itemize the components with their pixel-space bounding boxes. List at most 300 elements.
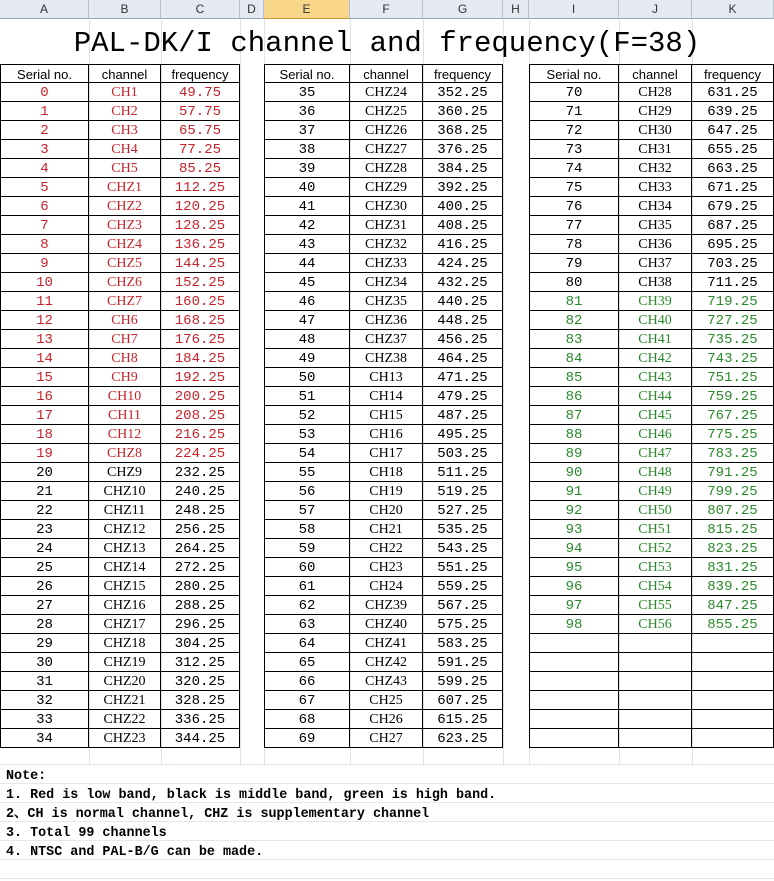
table-cell-channel[interactable]: CHZ41 [350, 634, 423, 653]
table-cell-serial[interactable]: 64 [264, 634, 350, 653]
table-cell-channel[interactable]: CH37 [619, 254, 692, 273]
table-cell-channel[interactable]: CH6 [89, 311, 161, 330]
column-header-k[interactable]: K [692, 0, 774, 19]
table-cell-channel[interactable]: CH35 [619, 216, 692, 235]
table-cell-channel[interactable]: CH33 [619, 178, 692, 197]
table-cell-serial[interactable]: 94 [529, 539, 619, 558]
table-cell-serial[interactable]: 3 [0, 140, 89, 159]
table-cell-channel[interactable]: CH26 [350, 710, 423, 729]
table-cell-serial[interactable]: 87 [529, 406, 619, 425]
table-cell-serial[interactable]: 53 [264, 425, 350, 444]
table-cell-frequency[interactable]: 711.25 [692, 273, 774, 292]
column-header-i[interactable]: I [529, 0, 619, 19]
table-cell-channel[interactable]: CH25 [350, 691, 423, 710]
table-cell-frequency[interactable]: 487.25 [423, 406, 503, 425]
table-cell-serial[interactable]: 75 [529, 178, 619, 197]
table-cell-serial[interactable]: 44 [264, 254, 350, 273]
table-cell-frequency[interactable]: 727.25 [692, 311, 774, 330]
table-cell-serial[interactable]: 66 [264, 672, 350, 691]
table-cell-frequency[interactable]: 743.25 [692, 349, 774, 368]
table-cell-channel[interactable]: CHZ15 [89, 577, 161, 596]
table-cell-frequency[interactable]: 591.25 [423, 653, 503, 672]
table-cell-channel[interactable]: CH52 [619, 539, 692, 558]
table-cell-frequency[interactable]: 767.25 [692, 406, 774, 425]
table-cell-channel[interactable]: CH8 [89, 349, 161, 368]
table-cell-channel[interactable]: CHZ18 [89, 634, 161, 653]
table-cell-serial[interactable]: 34 [0, 729, 89, 748]
table-cell-frequency[interactable]: 599.25 [423, 672, 503, 691]
table-cell-frequency[interactable]: 304.25 [161, 634, 240, 653]
table-cell-frequency[interactable]: 392.25 [423, 178, 503, 197]
table-cell-channel[interactable]: CH16 [350, 425, 423, 444]
table-cell-channel[interactable] [619, 691, 692, 710]
table-cell-serial[interactable]: 17 [0, 406, 89, 425]
table-cell-channel[interactable]: CHZ3 [89, 216, 161, 235]
table-cell-channel[interactable]: CHZ6 [89, 273, 161, 292]
table-cell-frequency[interactable]: 456.25 [423, 330, 503, 349]
table-cell-serial[interactable]: 37 [264, 121, 350, 140]
table-cell-serial[interactable]: 60 [264, 558, 350, 577]
table-cell-frequency[interactable]: 440.25 [423, 292, 503, 311]
column-header-c[interactable]: C [161, 0, 240, 19]
table-cell-channel[interactable]: CH14 [350, 387, 423, 406]
table-cell-channel[interactable]: CHZ25 [350, 102, 423, 121]
table-cell-frequency[interactable]: 448.25 [423, 311, 503, 330]
table-cell-frequency[interactable]: 85.25 [161, 159, 240, 178]
table-cell-channel[interactable]: CHZ12 [89, 520, 161, 539]
table-cell-frequency[interactable]: 687.25 [692, 216, 774, 235]
table-cell-channel[interactable]: CHZ26 [350, 121, 423, 140]
table-cell-channel[interactable]: CHZ39 [350, 596, 423, 615]
table-cell-serial[interactable]: 10 [0, 273, 89, 292]
table-cell-channel[interactable]: CHZ36 [350, 311, 423, 330]
table-cell-channel[interactable]: CHZ5 [89, 254, 161, 273]
column-header-h[interactable]: H [503, 0, 529, 19]
table-cell-serial[interactable]: 47 [264, 311, 350, 330]
table-cell-serial[interactable]: 81 [529, 292, 619, 311]
table-cell-channel[interactable]: CH30 [619, 121, 692, 140]
table-cell-frequency[interactable]: 623.25 [423, 729, 503, 748]
table-cell-channel[interactable]: CH23 [350, 558, 423, 577]
table-cell-frequency[interactable]: 631.25 [692, 83, 774, 102]
table-cell-serial[interactable]: 51 [264, 387, 350, 406]
table-cell-frequency[interactable]: 152.25 [161, 273, 240, 292]
table-cell-channel[interactable]: CHZ23 [89, 729, 161, 748]
table-cell-channel[interactable]: CHZ37 [350, 330, 423, 349]
column-header-j[interactable]: J [619, 0, 692, 19]
table-cell-channel[interactable]: CHZ19 [89, 653, 161, 672]
table-cell-frequency[interactable]: 663.25 [692, 159, 774, 178]
table-cell-channel[interactable]: CH27 [350, 729, 423, 748]
table-cell-channel[interactable] [619, 653, 692, 672]
table-cell-channel[interactable]: CHZ7 [89, 292, 161, 311]
table-cell-channel[interactable]: CH55 [619, 596, 692, 615]
table-cell-channel[interactable]: CH46 [619, 425, 692, 444]
table-cell-frequency[interactable]: 408.25 [423, 216, 503, 235]
table-cell-serial[interactable]: 31 [0, 672, 89, 691]
table-cell-channel[interactable] [619, 672, 692, 691]
table-cell-serial[interactable]: 40 [264, 178, 350, 197]
table-cell-channel[interactable]: CH32 [619, 159, 692, 178]
table-cell-channel[interactable]: CH34 [619, 197, 692, 216]
table-cell-serial[interactable]: 88 [529, 425, 619, 444]
table-cell-frequency[interactable]: 559.25 [423, 577, 503, 596]
table-cell-frequency[interactable]: 240.25 [161, 482, 240, 501]
table-cell-frequency[interactable]: 791.25 [692, 463, 774, 482]
table-cell-channel[interactable]: CHZ43 [350, 672, 423, 691]
table-cell-frequency[interactable]: 607.25 [423, 691, 503, 710]
table-cell-channel[interactable]: CH40 [619, 311, 692, 330]
table-cell-serial[interactable]: 65 [264, 653, 350, 672]
table-cell-channel[interactable]: CH10 [89, 387, 161, 406]
table-cell-channel[interactable]: CHZ8 [89, 444, 161, 463]
table-cell-channel[interactable]: CH22 [350, 539, 423, 558]
table-cell-serial[interactable]: 1 [0, 102, 89, 121]
table-cell-serial[interactable]: 72 [529, 121, 619, 140]
table-cell-frequency[interactable] [692, 672, 774, 691]
table-cell-serial[interactable]: 52 [264, 406, 350, 425]
table-cell-frequency[interactable]: 248.25 [161, 501, 240, 520]
table-cell-frequency[interactable]: 679.25 [692, 197, 774, 216]
table-cell-frequency[interactable]: 751.25 [692, 368, 774, 387]
table-cell-frequency[interactable]: 128.25 [161, 216, 240, 235]
table-cell-serial[interactable]: 0 [0, 83, 89, 102]
table-cell-serial[interactable]: 86 [529, 387, 619, 406]
table-cell-serial[interactable]: 58 [264, 520, 350, 539]
table-cell-channel[interactable]: CHZ14 [89, 558, 161, 577]
table-cell-frequency[interactable]: 336.25 [161, 710, 240, 729]
table-cell-channel[interactable]: CH7 [89, 330, 161, 349]
table-cell-serial[interactable]: 7 [0, 216, 89, 235]
table-cell-channel[interactable]: CH2 [89, 102, 161, 121]
table-cell-serial[interactable]: 15 [0, 368, 89, 387]
table-cell-serial[interactable]: 61 [264, 577, 350, 596]
table-cell-frequency[interactable]: 112.25 [161, 178, 240, 197]
table-cell-serial[interactable] [529, 710, 619, 729]
table-cell-frequency[interactable]: 527.25 [423, 501, 503, 520]
table-cell-serial[interactable]: 32 [0, 691, 89, 710]
table-cell-serial[interactable]: 16 [0, 387, 89, 406]
table-cell-frequency[interactable]: 312.25 [161, 653, 240, 672]
table-cell-frequency[interactable]: 232.25 [161, 463, 240, 482]
table-cell-channel[interactable]: CHZ24 [350, 83, 423, 102]
table-cell-serial[interactable]: 78 [529, 235, 619, 254]
table-cell-frequency[interactable]: 208.25 [161, 406, 240, 425]
table-cell-channel[interactable]: CHZ29 [350, 178, 423, 197]
table-cell-serial[interactable]: 4 [0, 159, 89, 178]
table-cell-channel[interactable]: CH53 [619, 558, 692, 577]
table-cell-frequency[interactable]: 432.25 [423, 273, 503, 292]
column-header-g[interactable]: G [423, 0, 503, 19]
table-cell-serial[interactable] [529, 672, 619, 691]
table-cell-serial[interactable]: 25 [0, 558, 89, 577]
table-cell-channel[interactable]: CHZ38 [350, 349, 423, 368]
table-cell-channel[interactable]: CH31 [619, 140, 692, 159]
table-cell-frequency[interactable]: 759.25 [692, 387, 774, 406]
table-cell-channel[interactable]: CH47 [619, 444, 692, 463]
table-cell-channel[interactable]: CHZ17 [89, 615, 161, 634]
table-cell-frequency[interactable]: 464.25 [423, 349, 503, 368]
table-cell-serial[interactable]: 62 [264, 596, 350, 615]
table-cell-channel[interactable]: CH9 [89, 368, 161, 387]
table-cell-channel[interactable]: CH48 [619, 463, 692, 482]
table-cell-frequency[interactable]: 384.25 [423, 159, 503, 178]
table-cell-frequency[interactable]: 296.25 [161, 615, 240, 634]
table-cell-channel[interactable]: CHZ33 [350, 254, 423, 273]
table-cell-channel[interactable]: CH17 [350, 444, 423, 463]
table-cell-serial[interactable]: 21 [0, 482, 89, 501]
table-cell-serial[interactable]: 59 [264, 539, 350, 558]
table-cell-frequency[interactable]: 216.25 [161, 425, 240, 444]
table-cell-serial[interactable]: 22 [0, 501, 89, 520]
table-cell-channel[interactable]: CHZ30 [350, 197, 423, 216]
table-cell-frequency[interactable]: 671.25 [692, 178, 774, 197]
table-cell-channel[interactable]: CH36 [619, 235, 692, 254]
table-cell-channel[interactable]: CH11 [89, 406, 161, 425]
table-cell-serial[interactable]: 6 [0, 197, 89, 216]
table-cell-serial[interactable]: 14 [0, 349, 89, 368]
table-cell-frequency[interactable]: 360.25 [423, 102, 503, 121]
table-cell-serial[interactable]: 80 [529, 273, 619, 292]
table-cell-frequency[interactable]: 535.25 [423, 520, 503, 539]
table-cell-serial[interactable]: 96 [529, 577, 619, 596]
column-header-d[interactable]: D [240, 0, 264, 19]
table-cell-channel[interactable]: CHZ13 [89, 539, 161, 558]
table-cell-frequency[interactable]: 272.25 [161, 558, 240, 577]
table-cell-serial[interactable]: 90 [529, 463, 619, 482]
table-cell-channel[interactable]: CH19 [350, 482, 423, 501]
table-cell-serial[interactable]: 50 [264, 368, 350, 387]
table-cell-channel[interactable]: CHZ4 [89, 235, 161, 254]
table-cell-channel[interactable]: CH56 [619, 615, 692, 634]
table-cell-serial[interactable]: 98 [529, 615, 619, 634]
table-cell-channel[interactable]: CH15 [350, 406, 423, 425]
table-cell-serial[interactable]: 30 [0, 653, 89, 672]
table-cell-channel[interactable] [619, 634, 692, 653]
table-cell-serial[interactable]: 45 [264, 273, 350, 292]
table-cell-frequency[interactable]: 200.25 [161, 387, 240, 406]
table-cell-frequency[interactable]: 567.25 [423, 596, 503, 615]
table-cell-frequency[interactable]: 376.25 [423, 140, 503, 159]
table-cell-channel[interactable] [619, 729, 692, 748]
column-header-b[interactable]: B [89, 0, 161, 19]
table-cell-serial[interactable]: 39 [264, 159, 350, 178]
table-cell-channel[interactable] [619, 710, 692, 729]
table-cell-frequency[interactable]: 57.75 [161, 102, 240, 121]
table-cell-serial[interactable]: 49 [264, 349, 350, 368]
table-cell-serial[interactable]: 35 [264, 83, 350, 102]
table-cell-frequency[interactable]: 471.25 [423, 368, 503, 387]
table-cell-frequency[interactable]: 280.25 [161, 577, 240, 596]
table-cell-frequency[interactable]: 160.25 [161, 292, 240, 311]
table-cell-serial[interactable]: 57 [264, 501, 350, 520]
table-cell-frequency[interactable]: 655.25 [692, 140, 774, 159]
table-cell-serial[interactable]: 12 [0, 311, 89, 330]
table-cell-frequency[interactable] [692, 710, 774, 729]
table-cell-frequency[interactable]: 77.25 [161, 140, 240, 159]
table-cell-serial[interactable]: 76 [529, 197, 619, 216]
table-cell-channel[interactable]: CH24 [350, 577, 423, 596]
table-cell-serial[interactable]: 83 [529, 330, 619, 349]
table-cell-channel[interactable]: CHZ9 [89, 463, 161, 482]
table-cell-serial[interactable]: 69 [264, 729, 350, 748]
table-cell-frequency[interactable]: 65.75 [161, 121, 240, 140]
table-cell-channel[interactable]: CH54 [619, 577, 692, 596]
table-cell-serial[interactable]: 93 [529, 520, 619, 539]
table-cell-channel[interactable]: CH4 [89, 140, 161, 159]
table-cell-channel[interactable]: CH18 [350, 463, 423, 482]
table-cell-serial[interactable]: 9 [0, 254, 89, 273]
table-cell-serial[interactable]: 48 [264, 330, 350, 349]
table-cell-serial[interactable]: 73 [529, 140, 619, 159]
table-cell-channel[interactable]: CHZ40 [350, 615, 423, 634]
table-cell-frequency[interactable]: 831.25 [692, 558, 774, 577]
table-cell-frequency[interactable]: 224.25 [161, 444, 240, 463]
table-cell-channel[interactable]: CH38 [619, 273, 692, 292]
table-cell-serial[interactable]: 29 [0, 634, 89, 653]
table-cell-serial[interactable]: 79 [529, 254, 619, 273]
table-cell-frequency[interactable]: 288.25 [161, 596, 240, 615]
table-cell-serial[interactable]: 77 [529, 216, 619, 235]
table-cell-frequency[interactable]: 639.25 [692, 102, 774, 121]
table-cell-frequency[interactable] [692, 634, 774, 653]
table-cell-channel[interactable]: CHZ2 [89, 197, 161, 216]
table-cell-frequency[interactable]: 847.25 [692, 596, 774, 615]
table-cell-serial[interactable]: 55 [264, 463, 350, 482]
table-cell-frequency[interactable]: 424.25 [423, 254, 503, 273]
table-cell-frequency[interactable]: 495.25 [423, 425, 503, 444]
table-cell-channel[interactable]: CH49 [619, 482, 692, 501]
table-cell-channel[interactable]: CHZ10 [89, 482, 161, 501]
table-cell-frequency[interactable]: 839.25 [692, 577, 774, 596]
table-cell-channel[interactable]: CHZ22 [89, 710, 161, 729]
table-cell-serial[interactable]: 18 [0, 425, 89, 444]
table-cell-serial[interactable]: 38 [264, 140, 350, 159]
column-header-f[interactable]: F [350, 0, 423, 19]
table-cell-serial[interactable]: 85 [529, 368, 619, 387]
table-cell-serial[interactable]: 36 [264, 102, 350, 121]
table-cell-frequency[interactable]: 352.25 [423, 83, 503, 102]
table-cell-serial[interactable]: 2 [0, 121, 89, 140]
table-cell-frequency[interactable]: 703.25 [692, 254, 774, 273]
table-cell-frequency[interactable]: 647.25 [692, 121, 774, 140]
table-cell-channel[interactable]: CHZ28 [350, 159, 423, 178]
table-cell-channel[interactable]: CHZ11 [89, 501, 161, 520]
table-cell-channel[interactable]: CHZ31 [350, 216, 423, 235]
table-cell-channel[interactable]: CH13 [350, 368, 423, 387]
table-cell-frequency[interactable]: 120.25 [161, 197, 240, 216]
table-cell-serial[interactable]: 11 [0, 292, 89, 311]
table-cell-frequency[interactable]: 320.25 [161, 672, 240, 691]
table-cell-frequency[interactable]: 479.25 [423, 387, 503, 406]
table-cell-serial[interactable]: 95 [529, 558, 619, 577]
table-cell-frequency[interactable]: 551.25 [423, 558, 503, 577]
table-cell-serial[interactable]: 42 [264, 216, 350, 235]
table-cell-frequency[interactable]: 511.25 [423, 463, 503, 482]
table-cell-frequency[interactable]: 328.25 [161, 691, 240, 710]
table-cell-frequency[interactable]: 519.25 [423, 482, 503, 501]
table-cell-channel[interactable]: CHZ35 [350, 292, 423, 311]
table-cell-frequency[interactable]: 136.25 [161, 235, 240, 254]
column-header-e[interactable]: E [264, 0, 350, 19]
table-cell-serial[interactable]: 68 [264, 710, 350, 729]
table-cell-serial[interactable]: 54 [264, 444, 350, 463]
table-cell-channel[interactable]: CH43 [619, 368, 692, 387]
table-cell-channel[interactable]: CHZ42 [350, 653, 423, 672]
table-cell-serial[interactable]: 89 [529, 444, 619, 463]
table-cell-frequency[interactable]: 735.25 [692, 330, 774, 349]
table-cell-frequency[interactable]: 344.25 [161, 729, 240, 748]
table-cell-channel[interactable]: CH28 [619, 83, 692, 102]
table-cell-channel[interactable]: CH1 [89, 83, 161, 102]
table-cell-channel[interactable]: CH44 [619, 387, 692, 406]
table-cell-serial[interactable]: 84 [529, 349, 619, 368]
table-cell-serial[interactable]: 92 [529, 501, 619, 520]
table-cell-frequency[interactable]: 264.25 [161, 539, 240, 558]
table-cell-channel[interactable]: CH45 [619, 406, 692, 425]
table-cell-channel[interactable]: CHZ32 [350, 235, 423, 254]
table-cell-serial[interactable] [529, 691, 619, 710]
table-cell-frequency[interactable] [692, 729, 774, 748]
table-cell-channel[interactable]: CH5 [89, 159, 161, 178]
table-cell-channel[interactable]: CH20 [350, 501, 423, 520]
table-cell-serial[interactable]: 74 [529, 159, 619, 178]
table-cell-frequency[interactable]: 583.25 [423, 634, 503, 653]
table-cell-frequency[interactable]: 168.25 [161, 311, 240, 330]
table-cell-frequency[interactable]: 855.25 [692, 615, 774, 634]
table-cell-frequency[interactable]: 416.25 [423, 235, 503, 254]
table-cell-channel[interactable]: CH39 [619, 292, 692, 311]
table-cell-channel[interactable]: CH51 [619, 520, 692, 539]
table-cell-frequency[interactable]: 176.25 [161, 330, 240, 349]
table-cell-channel[interactable]: CHZ16 [89, 596, 161, 615]
table-cell-serial[interactable]: 23 [0, 520, 89, 539]
table-cell-serial[interactable] [529, 653, 619, 672]
table-cell-serial[interactable]: 28 [0, 615, 89, 634]
table-cell-channel[interactable]: CHZ34 [350, 273, 423, 292]
table-cell-frequency[interactable]: 815.25 [692, 520, 774, 539]
table-cell-channel[interactable]: CH50 [619, 501, 692, 520]
table-cell-serial[interactable]: 71 [529, 102, 619, 121]
column-header-a[interactable]: A [0, 0, 89, 19]
table-cell-frequency[interactable]: 184.25 [161, 349, 240, 368]
table-cell-frequency[interactable]: 575.25 [423, 615, 503, 634]
table-cell-serial[interactable]: 56 [264, 482, 350, 501]
table-cell-frequency[interactable]: 807.25 [692, 501, 774, 520]
table-cell-serial[interactable]: 63 [264, 615, 350, 634]
table-cell-serial[interactable]: 43 [264, 235, 350, 254]
table-cell-frequency[interactable]: 368.25 [423, 121, 503, 140]
table-cell-frequency[interactable]: 543.25 [423, 539, 503, 558]
table-cell-serial[interactable]: 24 [0, 539, 89, 558]
table-cell-frequency[interactable]: 192.25 [161, 368, 240, 387]
table-cell-frequency[interactable] [692, 691, 774, 710]
table-cell-serial[interactable]: 5 [0, 178, 89, 197]
table-cell-channel[interactable]: CH12 [89, 425, 161, 444]
table-cell-serial[interactable]: 46 [264, 292, 350, 311]
table-cell-serial[interactable] [529, 634, 619, 653]
table-cell-channel[interactable]: CHZ27 [350, 140, 423, 159]
table-cell-channel[interactable]: CHZ1 [89, 178, 161, 197]
table-cell-channel[interactable]: CH21 [350, 520, 423, 539]
table-cell-channel[interactable]: CH29 [619, 102, 692, 121]
table-cell-frequency[interactable]: 256.25 [161, 520, 240, 539]
table-cell-frequency[interactable]: 49.75 [161, 83, 240, 102]
table-cell-frequency[interactable]: 400.25 [423, 197, 503, 216]
table-cell-channel[interactable]: CHZ21 [89, 691, 161, 710]
table-cell-serial[interactable]: 91 [529, 482, 619, 501]
table-cell-serial[interactable]: 27 [0, 596, 89, 615]
